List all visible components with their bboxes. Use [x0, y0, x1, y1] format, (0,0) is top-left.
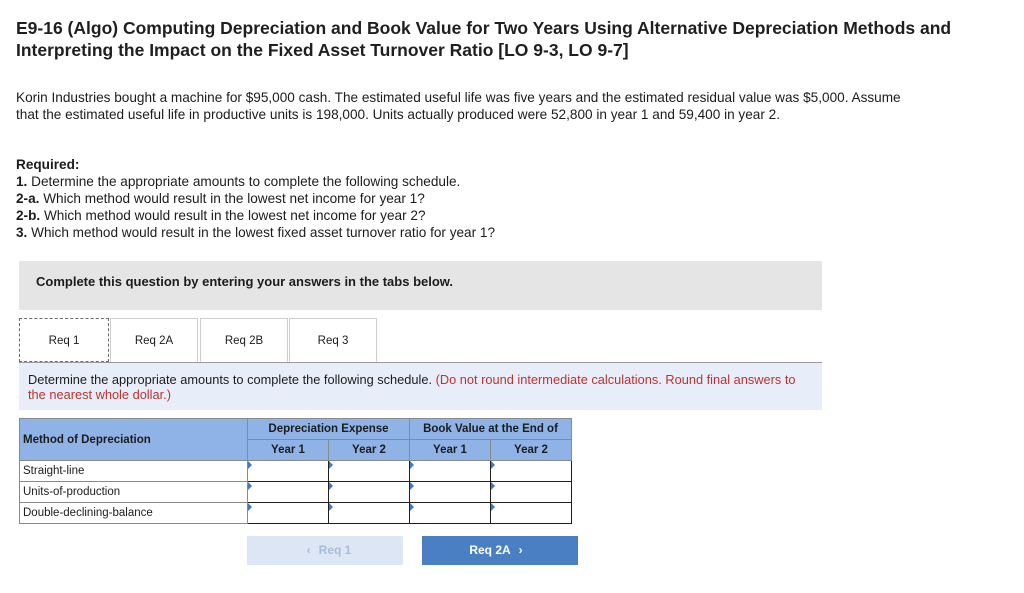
subheader-year-2: Year 2	[329, 440, 410, 461]
method-straight-line: Straight-line	[20, 461, 248, 482]
input-marker-icon	[410, 482, 414, 490]
chevron-right-icon: ›	[518, 543, 523, 557]
required-item: 1. Determine the appropriate amounts to complete the following schedule.	[16, 174, 461, 189]
ddb-dep-exp-year1-input[interactable]	[248, 503, 328, 523]
required-item: 3. Which method would result in the lowest fixed asset turnover ratio for year 1?	[16, 225, 496, 240]
required-section	[16, 156, 916, 241]
tab-req-2b[interactable]: Req 2B	[200, 318, 288, 362]
method-units-of-production: Units-of-production	[20, 482, 248, 503]
input-marker-icon	[248, 461, 252, 469]
method-header: Method of Depreciation	[20, 419, 248, 461]
subheader-year-1: Year 1	[248, 440, 329, 461]
depreciation-schedule	[19, 418, 572, 524]
chevron-left-icon: ‹	[306, 543, 311, 557]
next-button-label: Req 2A	[469, 543, 511, 557]
tab-req-1[interactable]: Req 1	[19, 318, 109, 362]
sl-dep-exp-year2-input[interactable]	[329, 461, 409, 481]
ddb-book-value-year1-input[interactable]	[410, 503, 490, 523]
input-marker-icon	[329, 461, 333, 469]
required-heading: Required:	[16, 157, 80, 172]
sl-dep-exp-year1-input[interactable]	[248, 461, 328, 481]
instruction-main: Determine the appropriate amounts to complete the following schedule.	[28, 372, 433, 387]
depreciation-expense-header: Depreciation Expense	[248, 419, 410, 440]
required-item: 2-a. Which method would result in the lowest net income for year 1?	[16, 191, 425, 206]
instruction-note: (Do not round intermediate calculations. Round final answers to the nearest whole dollar.)	[28, 372, 796, 402]
table-row	[20, 503, 572, 524]
subheader-year-1: Year 1	[410, 440, 491, 461]
banner-text: Complete this question by entering your answers in the tabs below.	[36, 274, 454, 289]
input-marker-icon	[491, 461, 495, 469]
uop-book-value-year2-input[interactable]	[491, 482, 571, 502]
sl-book-value-year1-input[interactable]	[410, 461, 490, 481]
table-row	[20, 461, 572, 482]
book-value-header: Book Value at the End of	[410, 419, 572, 440]
subheader-year-2: Year 2	[491, 440, 572, 461]
input-marker-icon	[491, 503, 495, 511]
prev-button-label: Req 1	[318, 543, 352, 557]
input-marker-icon	[248, 482, 252, 490]
uop-dep-exp-year1-input[interactable]	[248, 482, 328, 502]
instructions-banner	[19, 261, 822, 310]
next-button[interactable]	[422, 536, 578, 565]
sl-book-value-year2-input[interactable]	[491, 461, 571, 481]
page-title: E9-16 (Algo) Computing Depreciation and Book Value for Two Years Using Alternative Depreciation Methods and Interpreting the Impact on the Fixed Asset Turnover Ratio [LO 9-3, LO 9-7]	[16, 18, 952, 60]
ddb-book-value-year2-input[interactable]	[491, 503, 571, 523]
tab-bar	[19, 318, 822, 362]
required-item: 2-b. Which method would result in the lowest net income for year 2?	[16, 208, 426, 223]
input-marker-icon	[410, 461, 414, 469]
input-marker-icon	[329, 503, 333, 511]
input-marker-icon	[491, 482, 495, 490]
tab-req-2a[interactable]: Req 2A	[110, 318, 198, 362]
input-marker-icon	[248, 503, 252, 511]
ddb-dep-exp-year2-input[interactable]	[329, 503, 409, 523]
uop-book-value-year1-input[interactable]	[410, 482, 490, 502]
tab-instruction	[19, 363, 822, 410]
input-marker-icon	[410, 503, 414, 511]
prev-button[interactable]	[247, 536, 403, 565]
input-marker-icon	[329, 482, 333, 490]
table-row	[20, 482, 572, 503]
problem-intro: Korin Industries bought a machine for $95,000 cash. The estimated useful life was five years and the estimated residual value was $5,000. Assume that the estimated useful life in productive units is 198,000. Units actually produced were 52,800 in year 1 and 59,400 in year 2.	[16, 90, 901, 122]
uop-dep-exp-year2-input[interactable]	[329, 482, 409, 502]
method-double-declining-balance: Double-declining-balance	[20, 503, 248, 524]
tab-req-3[interactable]: Req 3	[289, 318, 377, 362]
